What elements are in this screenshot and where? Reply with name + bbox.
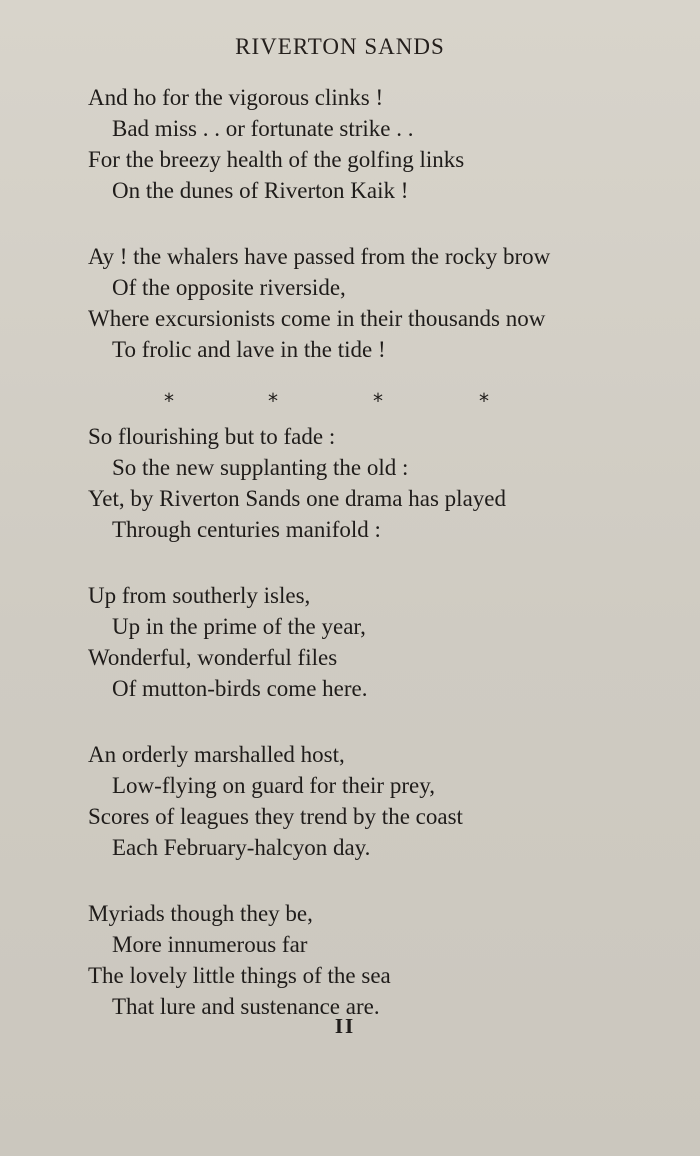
poem-line: Ay ! the whalers have passed from the rocky brow — [88, 244, 551, 269]
asterism-star: * — [164, 389, 174, 413]
poem-line: To frolic and lave in the tide ! — [112, 337, 386, 362]
poem-line: Bad miss . . or fortunate strike . . — [112, 116, 414, 141]
poem-line: Through centuries manifold : — [112, 517, 381, 542]
section-divider — [88, 380, 658, 411]
stanza-4 — [88, 580, 658, 704]
stanza-2 — [88, 241, 658, 365]
poem — [88, 82, 658, 1057]
poem-line: Low-flying on guard for their prey, — [112, 773, 435, 798]
stanza-3 — [88, 421, 658, 545]
poem-line: Yet, by Riverton Sands one drama has played — [88, 486, 506, 511]
poem-line: More innumerous far — [112, 932, 308, 957]
poem-line: Each February-halcyon day. — [112, 835, 371, 860]
poem-line: The lovely little things of the sea — [88, 963, 391, 988]
page-number: II — [334, 1014, 356, 1038]
poem-line: Up in the prime of the year, — [112, 614, 366, 639]
asterism-star: * — [268, 389, 278, 413]
poem-line: Of mutton-birds come here. — [112, 676, 368, 701]
poem-line: Where excursionists come in their thousands now — [88, 306, 546, 331]
poem-line: Up from southerly isles, — [88, 583, 311, 608]
poem-line: So the new supplanting the old : — [112, 455, 409, 480]
poem-line: Of the opposite riverside, — [112, 275, 346, 300]
running-head: RIVERTON SANDS — [235, 34, 445, 59]
poem-line: So flourishing but to fade : — [88, 424, 336, 449]
poem-line: An orderly marshalled host, — [88, 742, 345, 767]
stanza-5 — [88, 739, 658, 863]
poem-line: That lure and sustenance are. — [112, 994, 380, 1019]
poem-line: Scores of leagues they trend by the coast — [88, 804, 463, 829]
stanza-6 — [88, 898, 658, 1022]
poem-line: For the breezy health of the golfing links — [88, 147, 465, 172]
stanza-1 — [88, 82, 658, 206]
asterism-star: * — [373, 389, 383, 413]
poem-line: Myriads though they be, — [88, 901, 313, 926]
poem-line: Wonderful, wonderful files — [88, 645, 338, 670]
poem-line: And ho for the vigorous clinks ! — [88, 85, 384, 110]
asterism-star: * — [479, 389, 489, 413]
poem-line: On the dunes of Riverton Kaik ! — [112, 178, 409, 203]
